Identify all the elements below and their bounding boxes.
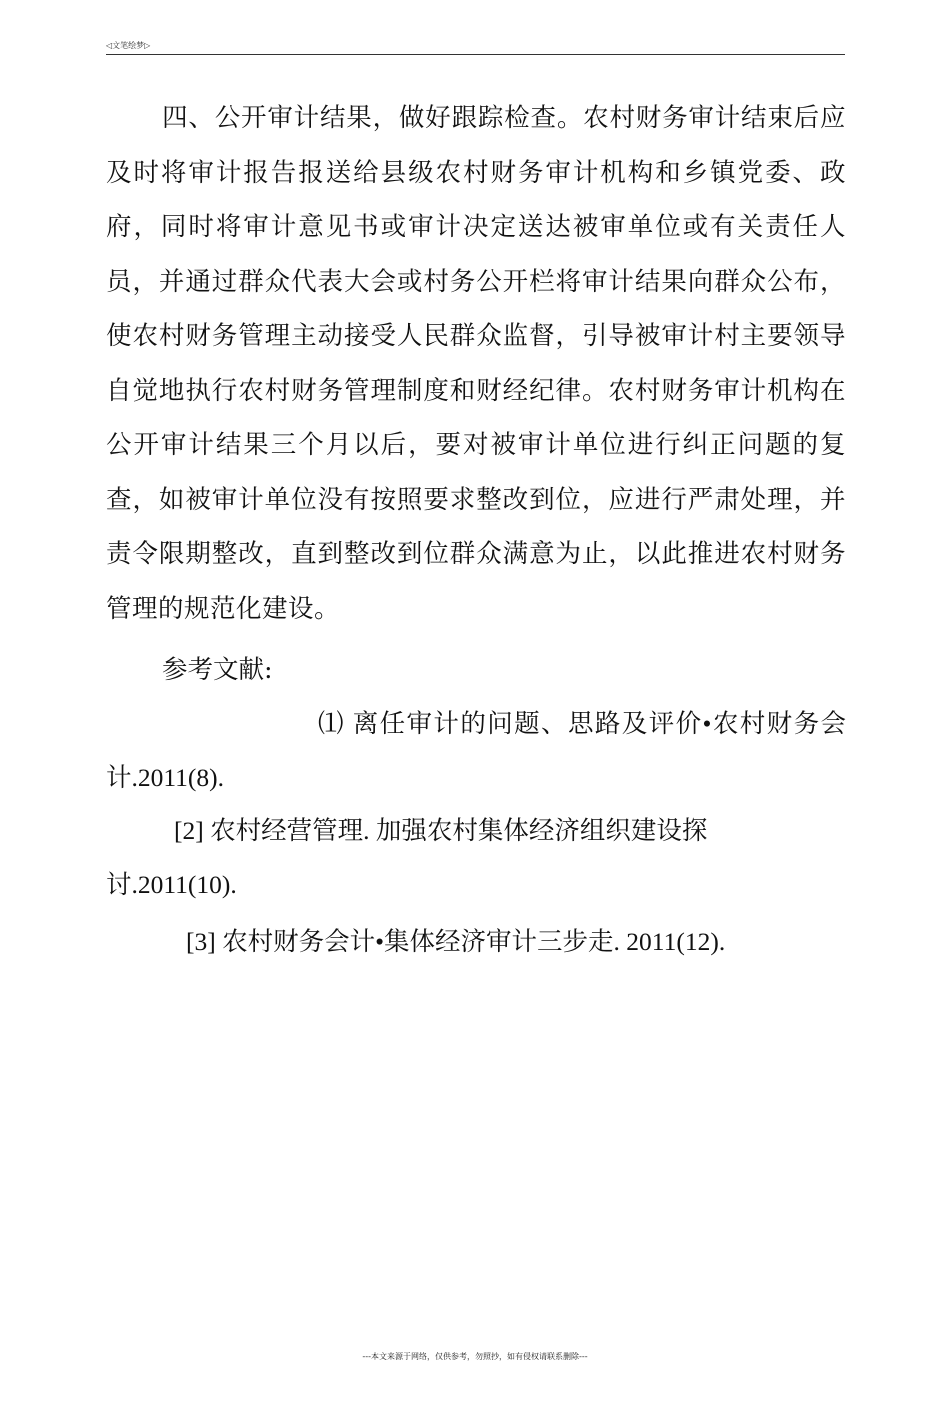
body-paragraph: 四、公开审计结果，做好跟踪检查。农村财务审计结束后应及时将审计报告报送给县级农村财务审计机构和乡镇党委、政府，同时将审计意见书或审计决定送达被审单位或有关责任人员，并通过群众代表大会或村务公开栏将审计结果向群众公布，使农村财务管理主动接受人民群众监督，引导被审计村主要领导自觉地执行农村财务管理制度和财经纪律。农村财务审计机构在公开审计结果三个月以后，要对被审计单位进行纠正问题的复查，如被审计单位没有按照要求整改到位，应进行严肃处理，并责令限期整改，直到整改到位群众满意为止，以此推进农村财务管理的规范化建设。: [106, 103, 846, 624]
reference-item-3: [3] 农村财务会计•集体经济审计三步走. 2011(12).: [186, 927, 726, 956]
page-footer: ---本文来源于网络，仅供参考，勿照抄，如有侵权请联系删除---: [362, 1352, 588, 1361]
references-heading: 参考文献:: [162, 655, 273, 685]
header-text: ◁文笔绘梦▷: [106, 41, 151, 50]
reference-item-2: [2] 农村经营管理. 加强农村集体经济组织建设探讨.2011(10).: [106, 816, 708, 899]
reference-item-1: ⑴ 离任审计的问题、思路及评价•农村财务会计.2011(8).: [106, 709, 846, 792]
page-header: [106, 38, 845, 55]
